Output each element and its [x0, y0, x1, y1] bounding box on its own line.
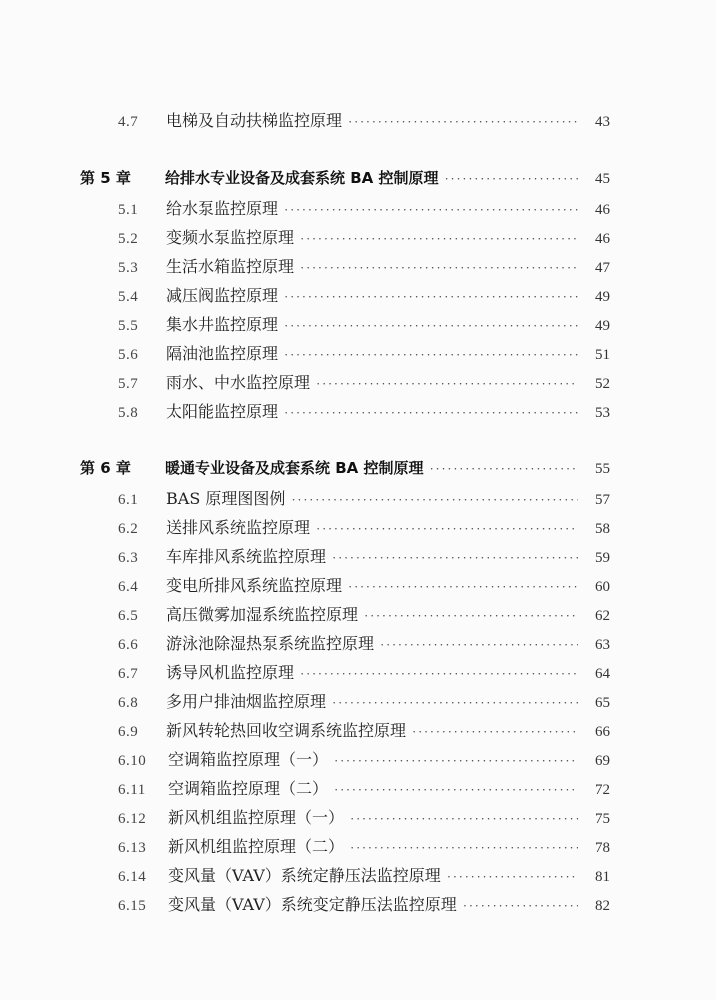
dot-leader	[348, 114, 578, 130]
page-number: 81	[595, 869, 610, 885]
section-number: 6.8	[118, 695, 139, 711]
toc-entry	[118, 283, 610, 305]
section-number: 6.10	[118, 753, 147, 769]
chapter-title: 给排水专业设备及成套系统 BA 控制原理	[165, 169, 439, 187]
section-title: 变风量（VAV）系统定静压法监控原理	[168, 866, 441, 885]
dot-leader	[291, 492, 578, 508]
toc-entry	[118, 370, 610, 392]
toc-entry	[118, 515, 610, 537]
section-title: 减压阀监控原理	[166, 286, 279, 305]
section-number: 5.2	[118, 231, 139, 247]
toc-entry	[118, 254, 610, 276]
dot-leader	[300, 231, 578, 247]
dot-leader	[447, 869, 578, 885]
dot-leader	[300, 666, 578, 682]
toc-entry	[118, 544, 610, 566]
section-number: 5.8	[118, 405, 139, 421]
dot-leader	[332, 695, 578, 711]
section-title: 雨水、中水监控原理	[166, 373, 311, 392]
dot-leader	[348, 579, 578, 595]
dot-leader	[445, 171, 579, 187]
page-number: 58	[595, 521, 610, 537]
section-number: 6.6	[118, 637, 139, 653]
section-number: 5.1	[118, 202, 139, 218]
dot-leader	[284, 318, 578, 334]
dot-leader	[316, 521, 578, 537]
section-title: 新风机组监控原理（一）	[168, 808, 345, 827]
section-number: 5.6	[118, 347, 139, 363]
dot-leader	[284, 347, 578, 363]
section-title: 新风机组监控原理（二）	[168, 837, 345, 856]
toc-entry	[118, 892, 610, 914]
page-number: 69	[595, 753, 610, 769]
page-number: 65	[595, 695, 610, 711]
chapter-heading	[80, 457, 610, 479]
section-number: 6.3	[118, 550, 139, 566]
toc-entry	[118, 341, 610, 363]
section-number: 6.9	[118, 724, 139, 740]
page-number: 82	[595, 898, 610, 914]
section-title: 太阳能监控原理	[166, 402, 279, 421]
page-number: 64	[595, 666, 610, 682]
section-title: 变电所排风系统监控原理	[166, 576, 343, 595]
section-title: 高压微雾加湿系统监控原理	[166, 605, 359, 624]
page-number: 49	[595, 318, 610, 334]
section-number: 6.4	[118, 579, 139, 595]
section-number: 5.5	[118, 318, 139, 334]
dot-leader	[284, 289, 578, 305]
section-title: 隔油池监控原理	[166, 344, 279, 363]
dot-leader	[430, 461, 579, 477]
page-number: 47	[595, 260, 610, 276]
toc-entry	[118, 863, 610, 885]
page-number: 55	[595, 461, 610, 477]
section-number: 5.7	[118, 376, 139, 392]
section-title: 给水泵监控原理	[166, 199, 279, 218]
section-number: 6.14	[118, 869, 147, 885]
section-title: BAS 原理图图例	[166, 489, 286, 508]
toc-entry	[118, 747, 610, 769]
section-number: 6.1	[118, 492, 139, 508]
dot-leader	[284, 202, 578, 218]
section-number: 5.4	[118, 289, 139, 305]
page-number: 75	[595, 811, 610, 827]
section-number: 6.15	[118, 898, 147, 914]
dot-leader	[350, 811, 578, 827]
section-number: 5.3	[118, 260, 139, 276]
toc-entry	[118, 196, 610, 218]
page-number: 72	[595, 782, 610, 798]
section-title: 电梯及自动扶梯监控原理	[166, 111, 343, 130]
toc-entry	[118, 225, 610, 247]
section-number: 6.11	[118, 782, 146, 798]
section-title: 生活水箱监控原理	[166, 257, 295, 276]
page-number: 51	[595, 347, 610, 363]
section-number: 6.7	[118, 666, 139, 682]
section-title: 变频水泵监控原理	[166, 228, 295, 247]
section-title: 空调箱监控原理（二）	[168, 779, 329, 798]
dot-leader	[284, 405, 578, 421]
section-title: 游泳池除湿热泵系统监控原理	[166, 634, 375, 653]
section-title: 新风转轮热回收空调系统监控原理	[166, 721, 407, 740]
page-number: 63	[595, 637, 610, 653]
section-number: 4.7	[118, 114, 139, 130]
section-number: 6.2	[118, 521, 139, 537]
chapter-number: 第 5 章	[80, 169, 131, 187]
toc-entry	[118, 631, 610, 653]
dot-leader	[300, 260, 578, 276]
dot-leader	[350, 840, 578, 856]
page-number: 59	[595, 550, 610, 566]
section-title: 空调箱监控原理（一）	[168, 750, 329, 769]
section-title: 诱导风机监控原理	[166, 663, 295, 682]
chapter-number: 第 6 章	[80, 459, 131, 477]
dot-leader	[380, 637, 578, 653]
section-title: 车库排风系统监控原理	[166, 547, 327, 566]
toc-entry	[118, 689, 610, 711]
toc-entry	[118, 660, 610, 682]
page-number: 62	[595, 608, 610, 624]
toc-entry	[118, 602, 610, 624]
section-number: 6.5	[118, 608, 139, 624]
chapter-heading	[80, 167, 610, 189]
dot-leader	[334, 753, 578, 769]
page-number: 57	[595, 492, 610, 508]
toc-entry	[118, 486, 610, 508]
page-number: 60	[595, 579, 610, 595]
dot-leader	[463, 898, 578, 914]
dot-leader	[412, 724, 578, 740]
dot-leader	[316, 376, 578, 392]
section-number: 6.13	[118, 840, 147, 856]
toc-entry	[118, 834, 610, 856]
page-number: 52	[595, 376, 610, 392]
page-number: 46	[595, 202, 610, 218]
section-title: 变风量（VAV）系统变定静压法监控原理	[168, 895, 457, 914]
toc-entry	[118, 776, 610, 798]
page-number: 43	[595, 114, 610, 130]
toc-entry	[118, 312, 610, 334]
chapter-title: 暖通专业设备及成套系统 BA 控制原理	[165, 459, 424, 477]
toc-entry	[118, 805, 610, 827]
page-number: 53	[595, 405, 610, 421]
page-number: 49	[595, 289, 610, 305]
page-number: 78	[595, 840, 610, 856]
section-title: 集水井监控原理	[166, 315, 279, 334]
section-number: 6.12	[118, 811, 147, 827]
dot-leader	[332, 550, 578, 566]
toc-entry	[118, 573, 610, 595]
page-number: 45	[595, 171, 610, 187]
section-title: 送排风系统监控原理	[166, 518, 311, 537]
section-title: 多用户排油烟监控原理	[166, 692, 327, 711]
page-number: 66	[595, 724, 610, 740]
dot-leader	[364, 608, 578, 624]
page-number: 46	[595, 231, 610, 247]
toc-entry	[118, 108, 610, 130]
toc-entry	[118, 399, 610, 421]
toc-entry	[118, 718, 610, 740]
dot-leader	[334, 782, 578, 798]
